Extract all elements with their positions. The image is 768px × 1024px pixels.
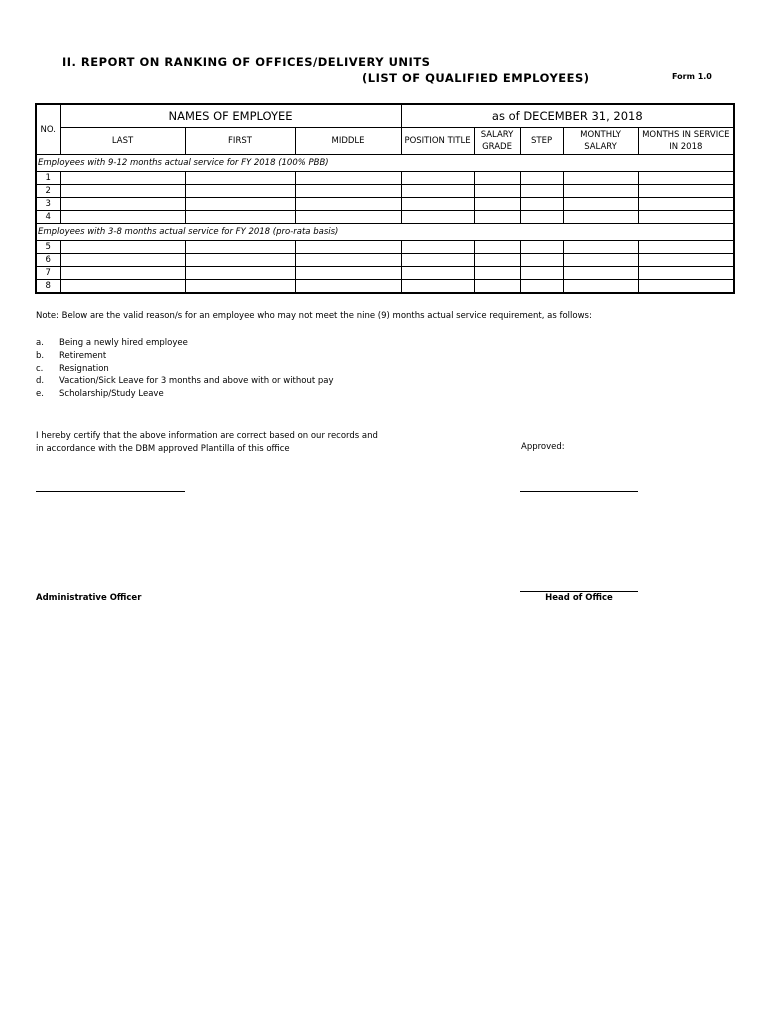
position-title-cell[interactable] (401, 185, 474, 198)
report-title: II. REPORT ON RANKING OF OFFICES/DELIVERY UNITS (62, 55, 431, 69)
step-cell[interactable] (520, 172, 563, 185)
row-number: 4 (36, 211, 60, 224)
table-row (36, 280, 734, 294)
form-number: Form 1.0 (672, 72, 712, 81)
row-number: 3 (36, 198, 60, 211)
monthly-salary-cell[interactable] (563, 254, 638, 267)
last-name-cell[interactable] (60, 198, 185, 211)
monthly-salary-cell[interactable] (563, 185, 638, 198)
last-name-cell[interactable] (60, 267, 185, 280)
names-of-employee-header: NAMES OF EMPLOYEE (60, 104, 401, 128)
admin-officer-label: Administrative Officer (36, 593, 142, 603)
list-item (36, 363, 334, 376)
monthly-salary-cell[interactable] (563, 172, 638, 185)
first-name-cell[interactable] (185, 280, 295, 294)
middle-name-header: MIDDLE (295, 128, 401, 155)
list-item-text: Retirement (59, 350, 107, 361)
table-row (36, 211, 734, 224)
middle-name-cell[interactable] (295, 172, 401, 185)
position-title-cell[interactable] (401, 280, 474, 294)
row-number: 8 (36, 280, 60, 294)
section-pro-rata-label: Employees with 3-8 months actual service for FY 2018 (pro-rata basis) (36, 224, 401, 241)
months-in-service-cell[interactable] (638, 211, 734, 224)
reasons-list (36, 337, 334, 401)
list-item (36, 350, 334, 363)
certification-line-2: in accordance with the DBM approved Plantilla of this office (36, 443, 290, 454)
certification-statement (36, 430, 378, 455)
monthly-salary-cell[interactable] (563, 280, 638, 294)
months-in-service-cell[interactable] (638, 185, 734, 198)
no-column-header: NO. (36, 104, 60, 155)
months-in-service-cell[interactable] (638, 254, 734, 267)
table-row (36, 185, 734, 198)
last-name-cell[interactable] (60, 280, 185, 294)
last-name-cell[interactable] (60, 241, 185, 254)
middle-name-cell[interactable] (295, 185, 401, 198)
certification-line-1: I hereby certify that the above information are correct based on our records and (36, 431, 378, 441)
first-name-header: FIRST (185, 128, 295, 155)
list-item-text: Vacation/Sick Leave for 3 months and above with or without pay (59, 376, 334, 387)
approver-signature-line (520, 491, 638, 492)
head-signature-line (520, 591, 638, 592)
row-number: 1 (36, 172, 60, 185)
note-text: Note: Below are the valid reason/s for an employee who may not meet the nine (9) months actual service requirement, as follows: (36, 311, 592, 321)
monthly-salary-cell[interactable] (563, 198, 638, 211)
table-row (36, 241, 734, 254)
approved-label: Approved: (521, 442, 565, 452)
salary-grade-header: SALARY GRADE (474, 128, 520, 155)
list-item (36, 388, 334, 401)
list-item-text: Scholarship/Study Leave (59, 389, 164, 400)
monthly-salary-cell[interactable] (563, 241, 638, 254)
employee-table (35, 103, 735, 294)
salary-grade-cell[interactable] (474, 267, 520, 280)
salary-grade-cell[interactable] (474, 185, 520, 198)
list-item-label: d. (36, 376, 45, 387)
list-item-label: b. (36, 350, 45, 361)
first-name-cell[interactable] (185, 172, 295, 185)
monthly-salary-header: MONTHLY SALARY (563, 128, 638, 155)
list-item (36, 337, 334, 350)
section-pro-rata-fill (401, 224, 734, 241)
table-row (36, 172, 734, 185)
salary-grade-cell[interactable] (474, 211, 520, 224)
list-item-text: Being a newly hired employee (59, 338, 188, 348)
step-cell[interactable] (520, 280, 563, 294)
step-cell[interactable] (520, 241, 563, 254)
position-title-cell[interactable] (401, 267, 474, 280)
row-number: 2 (36, 185, 60, 198)
list-item (36, 375, 334, 388)
position-title-header: POSITION TITLE (401, 128, 474, 155)
monthly-salary-cell[interactable] (563, 211, 638, 224)
middle-name-cell[interactable] (295, 267, 401, 280)
months-in-service-cell[interactable] (638, 267, 734, 280)
list-item-text: Resignation (59, 363, 109, 374)
monthly-salary-cell[interactable] (563, 267, 638, 280)
middle-name-cell[interactable] (295, 211, 401, 224)
step-cell[interactable] (520, 198, 563, 211)
middle-name-cell[interactable] (295, 198, 401, 211)
salary-grade-cell[interactable] (474, 198, 520, 211)
first-name-cell[interactable] (185, 185, 295, 198)
head-of-office-label: Head of Office (545, 593, 613, 603)
months-in-service-header: MONTHS IN SERVICE IN 2018 (638, 128, 734, 155)
first-name-cell[interactable] (185, 254, 295, 267)
middle-name-cell[interactable] (295, 254, 401, 267)
first-name-cell[interactable] (185, 198, 295, 211)
row-number: 7 (36, 267, 60, 280)
admin-signature-line (36, 491, 185, 492)
last-name-header: LAST (60, 128, 185, 155)
step-cell[interactable] (520, 267, 563, 280)
position-title-cell[interactable] (401, 198, 474, 211)
salary-grade-cell[interactable] (474, 172, 520, 185)
step-cell[interactable] (520, 211, 563, 224)
months-in-service-cell[interactable] (638, 172, 734, 185)
table-row (36, 254, 734, 267)
table-row (36, 198, 734, 211)
as-of-date-header: as of DECEMBER 31, 2018 (401, 104, 734, 128)
middle-name-cell[interactable] (295, 241, 401, 254)
table-row (36, 267, 734, 280)
last-name-cell[interactable] (60, 172, 185, 185)
last-name-cell[interactable] (60, 211, 185, 224)
list-item-label: c. (36, 363, 44, 374)
first-name-cell[interactable] (185, 267, 295, 280)
row-number: 5 (36, 241, 60, 254)
step-header: STEP (520, 128, 563, 155)
section-full-pbb-fill (401, 155, 734, 172)
months-in-service-cell[interactable] (638, 241, 734, 254)
first-name-cell[interactable] (185, 211, 295, 224)
position-title-cell[interactable] (401, 172, 474, 185)
step-cell[interactable] (520, 254, 563, 267)
salary-grade-cell[interactable] (474, 241, 520, 254)
step-cell[interactable] (520, 185, 563, 198)
row-number: 6 (36, 254, 60, 267)
months-in-service-cell[interactable] (638, 280, 734, 294)
position-title-cell[interactable] (401, 254, 474, 267)
position-title-cell[interactable] (401, 241, 474, 254)
salary-grade-cell[interactable] (474, 254, 520, 267)
list-item-label: e. (36, 389, 44, 400)
section-full-pbb-label: Employees with 9-12 months actual service for FY 2018 (100% PBB) (36, 155, 401, 172)
salary-grade-cell[interactable] (474, 280, 520, 294)
last-name-cell[interactable] (60, 254, 185, 267)
report-subtitle: (LIST OF QUALIFIED EMPLOYEES) (362, 71, 590, 85)
last-name-cell[interactable] (60, 185, 185, 198)
list-item-label: a. (36, 338, 44, 348)
first-name-cell[interactable] (185, 241, 295, 254)
months-in-service-cell[interactable] (638, 198, 734, 211)
middle-name-cell[interactable] (295, 280, 401, 294)
position-title-cell[interactable] (401, 211, 474, 224)
